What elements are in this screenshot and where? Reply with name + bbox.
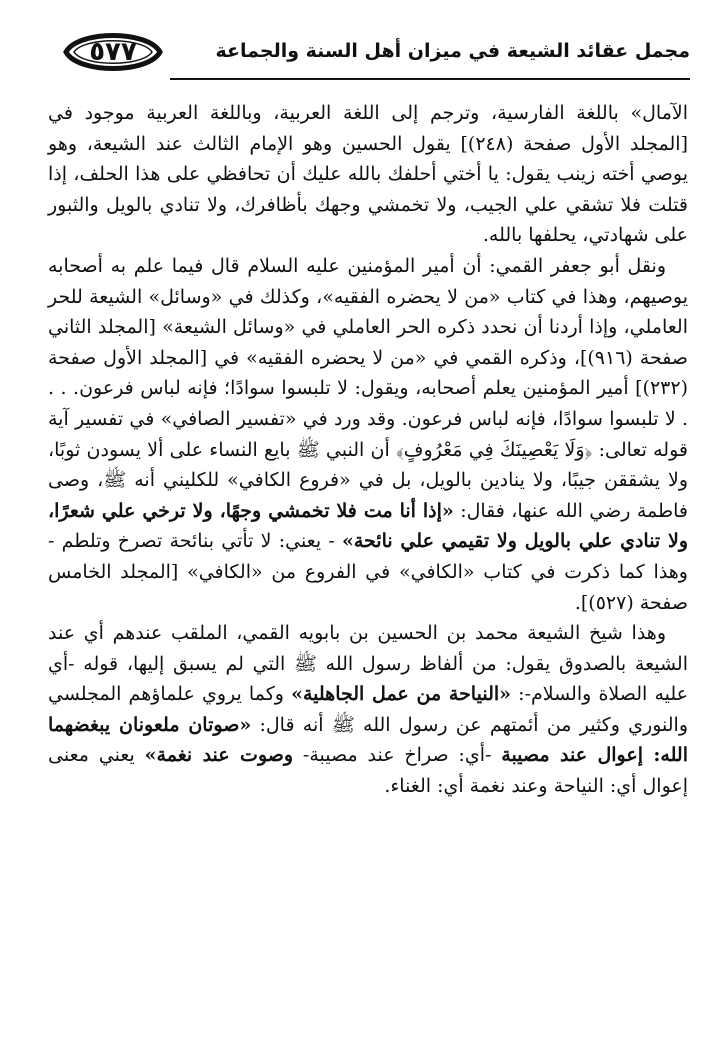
paragraph: [48, 618, 688, 802]
header-divider: [170, 78, 690, 80]
quote-bold-text: «صوتان ملعونان يبغضهما الله: إعوال عند مصيبة: [48, 713, 688, 767]
paragraph-text: - يعني: لا تأتي بنائحة تصرخ وتلطم - وهذا كما ذكرت في كتاب «الكافي» في الفروع من «الكافي» [المجلد الخامس صفحة (٥٢٧)].: [48, 530, 688, 614]
body-text: [48, 98, 688, 802]
paragraph-text: وهذا شيخ الشيعة محمد بن الحسين بن بابويه القمي، الملقب عندهم أي عند الشيعة بالصدوق يقول: من ألفاظ رسول الله ﷺ التي لم يسبق إليها، قوله -أي عليه الصلاة والسلام-:: [48, 622, 688, 706]
page-number: ٥٧٧: [89, 37, 137, 67]
page-header: [40, 18, 690, 88]
book-title: مجمل عقائد الشيعة في ميزان أهل السنة والجماعة: [215, 40, 690, 62]
quote-bold-text: «إذا أنا مت فلا تخمشي وجهًا، ولا ترخي علي شعرًا، ولا تنادي علي بالويل ولا تقيمي علي نائحة»: [48, 499, 688, 553]
paragraph: [48, 251, 688, 618]
paragraph-text: وكما يروي علماؤهم المجلسي والنوري وكثير من أئمتهم عن رسول الله ﷺ أنه قال:: [48, 683, 688, 736]
paragraph-text: الآمال» باللغة الفارسية، وترجم إلى اللغة العربية، وباللغة العربية موجود في [المجلد الأول صفحة (٢٤٨)] يقول الحسين وهو الإمام الثالث عند الشيعة، وهو يوصي أخته زينب يقول: يا أختي أحلفك بالله عليك أن تحافظي على هذا الحلف، إذا قتلت فلا تشقي علي الجيب، ولا تخمشي وجهك بأظافرك، ولا تنادي بالويل والثبور على شهادتي، يحلفها بالله.: [48, 102, 688, 247]
page-number-badge: [60, 26, 166, 78]
quote-bold-text: وصوت عند نغمة»: [144, 744, 294, 767]
paragraph-text: ونقل أبو جعفر القمي: أن أمير المؤمنين عليه السلام قال فيما علم به أصحابه يوصيهم، وهذا في كتاب «من لا يحضره الفقيه»، وكذلك في «وسائل» الشيعة للحر العاملي، وإذا أردنا أن نحدد ذكره الحر العاملي في «وسائل الشيعة» [المجلد الثاني صفحة (٩١٦)]، وذكره القمي في «من لا يحضره الفقيه» في [المجلد الأول صفحة (٢٣٢)] أمير المؤمنين يعلم أصحابه، ويقول: لا تلبسوا سوادًا؛ فإنه لباس فرعون. . . . لا تلبسوا سوادًا، فإنه لباس فرعون. وقد ورد في «تفسير الصافي» في تفسير آية قوله تعالى: ﴿وَلَا يَعْصِينَكَ فِي مَعْرُوفٍ﴾ أن النبي ﷺ بايع النساء على ألا يسودن ثوبًا، ولا يشققن جيبًا، ولا ينادين بالويل، بل في «فروع الكافي» للكليني أنه ﷺ، وصى فاطمة رضي الله عنها، فقال:: [48, 254, 688, 522]
paragraph-text: -أي: صراخ عند مصيبة-: [293, 744, 502, 767]
paragraph: [48, 98, 688, 251]
paragraph-text: يعني معنى إعوال أي: النياحة وعند نغمة أي: الغناء.: [48, 744, 688, 798]
quote-bold-text: «النياحة من عمل الجاهلية»: [291, 683, 512, 706]
